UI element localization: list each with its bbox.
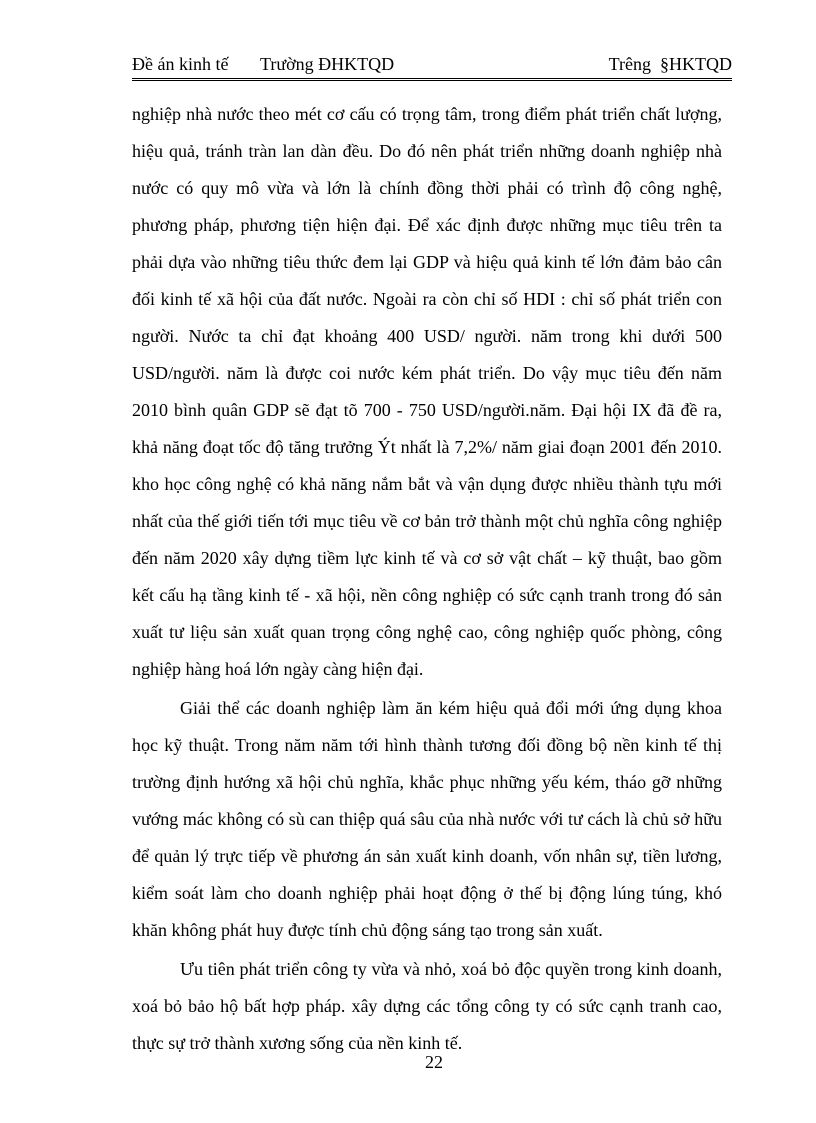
paragraph-priority-sme: Ưu tiên phát triển công ty vừa và nhỏ, xoá bỏ độc quyền trong kinh doanh, xoá bỏ bảo hộ bất hợp pháp. xây dựng các tổng công ty có sức cạnh tranh cao, thực sự trở thành xương sống của nền kinh tế. [132, 959, 722, 1053]
header-university-abbrev: Trêng §HKTQD [608, 54, 732, 74]
paragraph-dissolve-enterprises: Giải thể các doanh nghiệp làm ăn kém hiệu quả đổi mới ứng dụng khoa học kỹ thuật. Trong năm năm tới hình thành tương đối đồng bộ nền kinh tế thị trường định hướng xã hội chủ nghĩa, khắc phục những yếu kém, tháo gỡ những vướng mác không có sù can thiệp quá sâu của nhà nước với tư cách là chủ sở hữu để quản lý trực tiếp về phương án sản xuất kinh doanh, vốn nhân sự, tiền lương, kiểm soát làm cho doanh nghiệp phải hoạt động ở thế bị động lúng túng, khó khăn không phát huy được tính chủ động sáng tạo trong sản xuất. [132, 698, 722, 940]
header-document-type: Đề án kinh tế [132, 54, 229, 74]
document-body [132, 96, 722, 1062]
page-header [132, 50, 732, 81]
header-university-name: Trường ĐHKTQD [260, 54, 395, 74]
page-number: 22 [425, 1052, 443, 1072]
paragraph-continuation: nghiệp nhà nước theo mét cơ cấu có trọng tâm, trong điểm phát triển chất lượng, hiệu quả, tránh tràn lan dàn đều. Do đó nên phát triển những doanh nghiệp nhà nước có quy mô vừa và lớn là chính đồng thời phải có trình độ công nghệ, phương pháp, phương tiện hiện đại. Để xác định được những mục tiêu trên ta phải dựa vào những tiêu thức đem lại GDP và hiệu quả kinh tế lớn đảm bảo cân đối kinh tế xã hội của đất nước. Ngoài ra còn chỉ số HDI : chỉ số phát triển con người. Nước ta chỉ đạt khoảng 400 USD/ người. năm trong khi dưới 500 USD/người. năm là được coi nước kém phát triển. Do vậy mục tiêu đến năm 2010 bình quân GDP sẽ đạt tõ 700 - 750 USD/người.năm. Đại hội IX đã đề ra, khả năng đoạt tốc độ tăng trưởng Ýt nhất là 7,2%/ năm giai đoạn 2001 đến 2010. kho học công nghệ có khả năng nắm bắt và vận dụng được nhiều thành tựu mới nhất của thế giới tiến tới mục tiêu về cơ bản trở thành một chủ nghĩa công nghiệp đến năm 2020 xây dựng tiềm lực kinh tế và cơ sở vật chất – kỹ thuật, bao gồm kết cấu hạ tầng kinh tế - xã hội, nền công nghiệp có sức cạnh tranh trong đó sản xuất tư liệu sản xuất quan trọng công nghệ cao, công nghiệp quốc phòng, công nghiệp hàng hoá lớn ngày càng hiện đại. [132, 104, 722, 679]
